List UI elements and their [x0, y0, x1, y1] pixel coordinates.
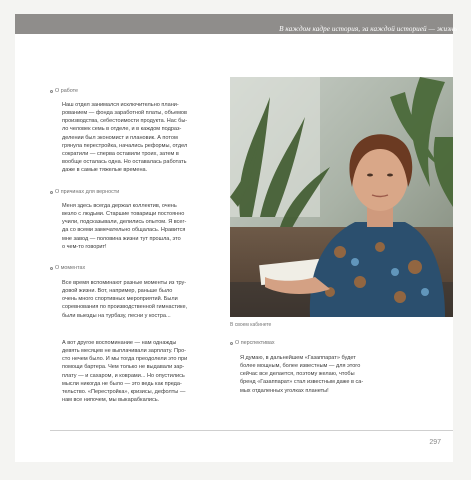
text-line: были выезды на турбазу, песни у костра... — [62, 312, 171, 319]
paragraph-work — [62, 101, 187, 174]
text-line: Все время вспоминают разные моменты из тру- — [62, 280, 187, 286]
section-heading-label: О перспективах — [235, 340, 275, 346]
text-line: соревнования по производственной гимнастике, — [62, 304, 188, 311]
text-line: о чем-то говорит! — [62, 243, 107, 250]
paragraph-moments-2 — [62, 339, 187, 404]
text-line: мне завод — половина жизни тут прошла, это — [62, 235, 181, 242]
text-line: очень много спортивных мероприятий. Были — [62, 296, 178, 303]
section-heading-prospects — [230, 340, 275, 346]
portrait-photo — [230, 77, 453, 317]
text-line: Наш отдел занимался исключительно плани- — [62, 102, 179, 108]
text-line: нам все нипочем, мы выкарабкались. — [62, 397, 160, 404]
text-line: делении был экономист и плановик. А потом — [62, 134, 178, 141]
section-heading-label: О причинах для верности — [55, 189, 120, 195]
header-title: В каждом кадре история, за каждой историей — жизнь — [279, 25, 457, 33]
text-line: вообще осталась одна. Но оставалась работать — [62, 159, 187, 166]
section-heading-loyalty — [50, 189, 119, 195]
text-line: ло человек семь в отделе, и в каждом подраз- — [62, 126, 182, 133]
section-heading-moments — [50, 265, 85, 271]
text-line: Меня здесь всегда держал коллектив, очень — [62, 203, 177, 209]
footer-rule — [50, 430, 453, 431]
text-line: да со всеми замечательно общалась. Нравится — [62, 227, 186, 234]
paragraph-loyalty — [62, 202, 186, 251]
text-line: более мощным, более известным — для этого — [240, 363, 361, 370]
text-line: даже в самые тяжелые времена. — [62, 167, 148, 174]
paragraph-prospects — [240, 354, 363, 395]
section-heading-label: О работе — [55, 88, 79, 94]
bullet-icon — [50, 90, 53, 93]
text-line: грянула перестройка, начались реформы, отдел — [62, 142, 188, 149]
text-line: везло с людьми. Старшие товарищи постоянно — [62, 211, 185, 218]
paragraph-moments-1 — [62, 279, 187, 320]
bullet-icon — [50, 191, 53, 194]
text-line: мых отдаленных уголках планеты! — [240, 387, 329, 394]
text-line: девять месяцев не выплачивали зарплату. Про- — [62, 348, 187, 355]
page-number: 297 — [429, 439, 441, 446]
text-line: плату — и сахаром, и коврами... Но опустились — [62, 372, 185, 379]
text-line: А вот другое воспоминание — нам однажды — [62, 340, 177, 346]
text-line: Я думаю, в дальнейшем «Газаппарат» будет — [240, 355, 356, 361]
text-line: производства, себестоимости продукта. Нас бы- — [62, 118, 188, 125]
text-line: бренд «Газаппарат» стал известным даже в са- — [240, 379, 364, 386]
text-line: помощи бартера. Чем только не выдавали зар- — [62, 364, 185, 371]
text-line: сто нечем было. И мы тогда преодолели это при — [62, 356, 188, 363]
section-heading-label: О моментах — [55, 265, 86, 271]
text-line: довой жизни. Вот, например, раньше было — [62, 288, 173, 295]
bullet-icon — [230, 342, 233, 345]
text-line: учили, подсказывали, делились опытом. Я всег- — [62, 219, 187, 226]
bullet-icon — [50, 267, 53, 270]
photo-caption: В своем кабинете — [230, 322, 272, 328]
text-line: сократили — сперва оставили троих, затем в — [62, 150, 179, 157]
section-heading-work — [50, 88, 78, 94]
text-line: мысли никогда не было — это ведь как преда- — [62, 380, 182, 387]
text-line: сейчас все делается, поэтому желаю, чтобы — [240, 371, 355, 378]
text-line: рованием — фонда заработной платы, объемов — [62, 110, 187, 117]
text-line: тельство. «Перестройка», кризисы, дефолты — — [62, 388, 186, 395]
